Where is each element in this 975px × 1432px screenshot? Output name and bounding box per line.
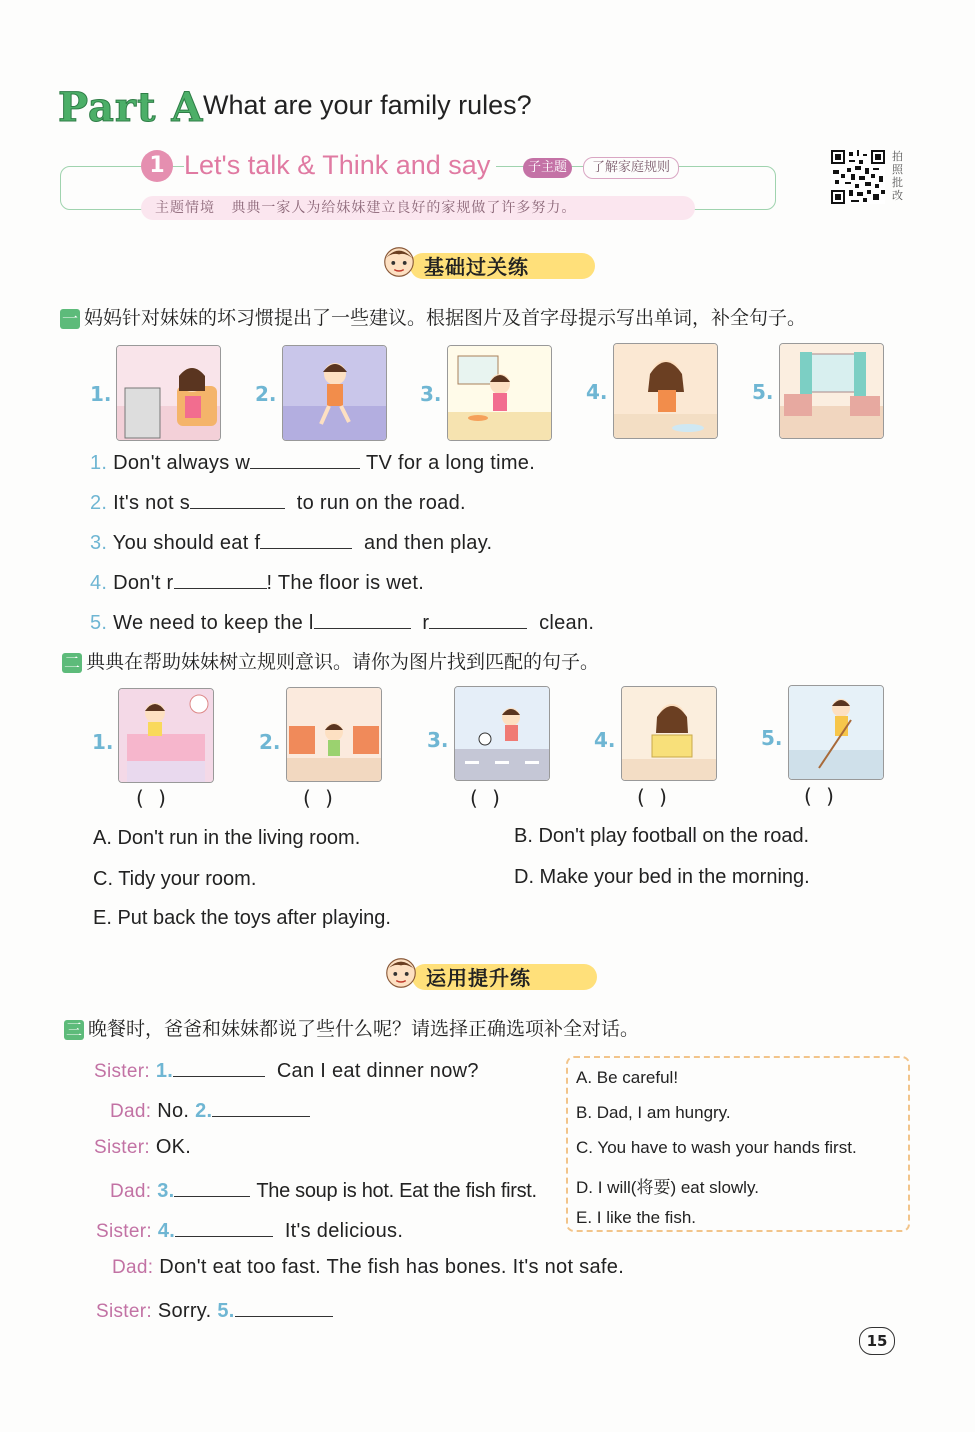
dialogue-option: A. Be careful! [576,1068,679,1087]
section3-instruction: 晚餐时，爸爸和妹妹都说了些什么呢？请选择正确选项补全对话。 [88,1018,640,1040]
banner-basic-text: 基础过关练 [424,255,529,279]
dialogue-option: B. Dad, I am hungry. [576,1103,731,1122]
s1-sentence-4 [90,568,424,595]
s1-sentence-text: ! The floor is wet. [266,572,425,594]
dialogue-option: C. You have to wash your hands first. [576,1138,857,1157]
section3-heading [64,1014,639,1041]
answer-paren[interactable]: ( ) [804,784,838,808]
dialogue-number: 5. [217,1300,235,1322]
s1-sentence-text: TV for a long time. [365,452,536,474]
answer-blank[interactable] [173,1056,265,1077]
lesson-title: Let's talk & Think and say [184,150,496,181]
answer-blank[interactable] [174,568,267,589]
answer-paren[interactable]: ( ) [136,786,170,810]
context-label: 主题情境 [155,200,215,216]
dialogue-line-5 [96,1216,403,1243]
speaker: Sister: [96,1301,152,1322]
section2-number: 二 [63,652,80,672]
s1-picture-watch-tv [116,345,221,441]
lesson-number: 1 [141,150,173,182]
dialogue-number: 3. [157,1180,175,1202]
speaker: Sister: [96,1221,152,1242]
s2-picture-toys [621,686,717,781]
s2-option-c: C. Tidy your room. [93,868,257,890]
s1-sentence-text: Don't r [113,572,174,594]
s1-sentence-number: 2. [90,492,108,514]
banner-basic [380,243,610,283]
s1-sentence-1 [90,448,535,475]
s1-sentence-number: 4. [90,572,108,594]
dialogue-line-7 [96,1296,333,1323]
banner-advanced [382,954,612,994]
s1-pic-number: 2. [255,382,277,406]
s2-picture-tidy-room [788,685,884,780]
answer-blank[interactable] [314,608,411,629]
s1-pic-number: 4. [586,380,608,404]
banner-advanced-text: 运用提升练 [426,966,531,990]
s1-sentence-text: You should eat f [112,532,261,554]
s1-sentence-3 [90,528,492,555]
s1-sentence-number: 1. [90,452,108,474]
dialogue-number: 4. [157,1220,176,1242]
s1-sentence-text: r [422,612,430,634]
answer-blank[interactable] [235,1296,333,1317]
answer-blank[interactable] [250,448,360,469]
answer-blank[interactable] [260,528,352,549]
s2-picture-football-road [454,686,550,781]
context-text: 典典一家人为给妹妹建立良好的家规做了许多努力。 [231,200,577,216]
dialogue-text: It's delicious. [284,1220,404,1242]
cartoon-boy-icon [382,954,420,992]
s1-picture-run-road [282,345,387,441]
s1-picture-living-room [779,343,884,439]
s1-sentence-5 [90,608,594,635]
dialogue-line-2 [110,1096,310,1123]
answer-paren[interactable]: ( ) [303,786,337,810]
section2-instruction: 典典在帮助妹妹树立规则意识。请你为图片找到匹配的句子。 [86,651,600,673]
cartoon-boy-icon [380,243,418,281]
dialogue-text: Sorry. [157,1300,212,1322]
dialogue-line-6 [112,1256,624,1279]
dialogue-number: 2. [195,1100,213,1122]
answer-blank[interactable] [429,608,527,629]
answer-blank[interactable] [175,1216,273,1237]
s1-pic-number: 1. [90,382,112,406]
s1-sentence-text: and then play. [364,532,493,554]
qr-label: 拍照批改 [892,150,903,202]
section1-instruction: 妈妈针对妹妹的坏习惯提出了一些建议。根据图片及首字母提示写出单词，补全句子。 [84,307,807,329]
subtopic-badge: 子主题 [523,158,572,178]
s1-sentence-text: to run on the road. [296,492,466,514]
dialogue-text: Can I eat dinner now? [276,1060,479,1082]
section2-heading [62,647,599,674]
subtopic-text: 了解家庭规则 [583,157,679,179]
s2-pic-number: 2. [259,730,281,754]
speaker: Dad: [110,1101,152,1122]
answer-paren[interactable]: ( ) [470,786,504,810]
s1-sentence-text: We need to keep the l [113,612,314,634]
s1-pic-number: 5. [752,380,774,404]
dialogue-text: The soup is hot. Eat the fish first. [256,1180,537,1202]
s1-sentence-number: 5. [90,612,108,634]
s2-pic-number: 4. [594,728,616,752]
part-label: Part A [58,84,204,131]
answer-paren[interactable]: ( ) [637,785,671,809]
s2-option-b: B. Don't play football on the road. [514,825,810,847]
dialogue-line-4 [110,1176,537,1203]
s1-sentence-text: clean. [539,612,595,634]
s1-sentence-text: It's not s [113,492,190,514]
speaker: Sister: [94,1061,150,1082]
answer-blank[interactable] [212,1096,310,1117]
answer-blank[interactable] [174,1176,250,1197]
speaker: Sister: [94,1137,150,1158]
speaker: Dad: [112,1257,154,1278]
dialogue-option: E. I like the fish. [576,1208,696,1227]
section3-number: 三 [65,1019,82,1039]
s1-picture-wet-floor [613,343,718,439]
section1-heading [60,303,806,330]
dialogue-number: 1. [155,1060,174,1082]
s2-pic-number: 5. [761,726,783,750]
dialogue-line-3 [94,1136,191,1159]
s1-sentence-number: 3. [90,532,108,554]
section1-number: 一 [61,308,78,328]
s1-sentence-text: Don't always w [113,452,251,474]
page-title: What are your family rules? [203,90,532,120]
dialogue-option: D. I will(将要) eat slowly. [576,1178,759,1197]
s2-picture-make-bed [118,688,214,783]
context-bar [141,196,695,220]
dialogue-text: Don't eat too fast. The fish has bones. It's not safe. [159,1256,625,1278]
dialogue-text: No. [157,1100,190,1122]
qr-code-icon[interactable] [831,150,885,204]
dialogue-text: OK. [155,1136,192,1158]
s2-option-d: D. Make your bed in the morning. [514,866,810,888]
answer-blank[interactable] [190,488,285,509]
s2-option-a: A. Don't run in the living room. [93,827,361,849]
speaker: Dad: [110,1181,152,1202]
page-number: 15 [859,1327,895,1355]
s1-sentence-2 [90,488,466,515]
s2-pic-number: 1. [92,730,114,754]
dialogue-options-box [566,1056,910,1232]
s2-option-e: E. Put back the toys after playing. [93,907,391,929]
s1-picture-eat-food [447,345,552,441]
s2-picture-living-room-run [286,687,382,782]
s1-pic-number: 3. [420,382,442,406]
s2-pic-number: 3. [427,728,449,752]
dialogue-line-1 [94,1056,479,1083]
